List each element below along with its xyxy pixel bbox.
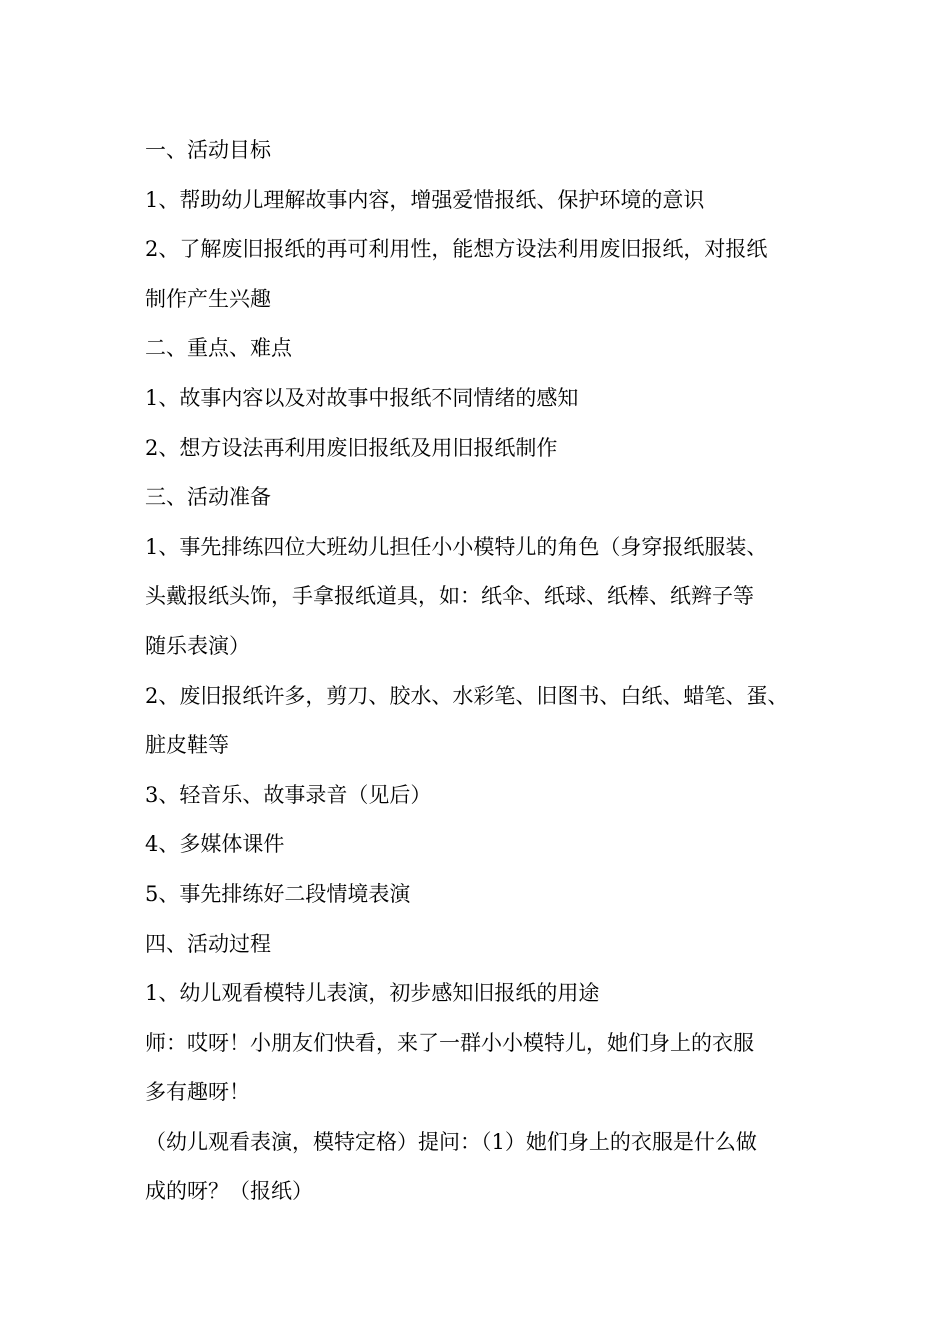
document-body bbox=[145, 126, 835, 1217]
paragraph-line: 5、事先排练好二段情境表演 bbox=[145, 881, 411, 906]
paragraph-line: 2、想方设法再利用废旧报纸及用旧报纸制作 bbox=[145, 435, 558, 460]
paragraph-line: 1、事先排练四位大班幼儿担任小小模特儿的角色（身穿报纸服装、 bbox=[145, 534, 768, 559]
paragraph-line: 师：哎呀！小朋友们快看，来了一群小小模特儿，她们身上的衣服 bbox=[145, 1030, 754, 1055]
paragraph-line: 4、多媒体课件 bbox=[145, 832, 285, 857]
paragraph-line: 1、幼儿观看模特儿表演，初步感知旧报纸的用途 bbox=[145, 981, 600, 1006]
paragraph-line: 2、了解废旧报纸的再可利用性，能想方设法利用废旧报纸，对报纸 bbox=[145, 237, 768, 262]
paragraph-line: 脏皮鞋等 bbox=[145, 733, 229, 758]
paragraph-line: 制作产生兴趣 bbox=[145, 286, 271, 311]
paragraph-line: 头戴报纸头饰，手拿报纸道具，如：纸伞、纸球、纸棒、纸辫子等 bbox=[145, 584, 754, 609]
section-heading-process: 四、活动过程 bbox=[145, 931, 271, 956]
paragraph-line: （幼儿观看表演，模特定格）提问：（1）她们身上的衣服是什么做 bbox=[145, 1129, 757, 1154]
paragraph-line: 1、故事内容以及对故事中报纸不同情绪的感知 bbox=[145, 385, 579, 410]
section-heading-goals: 一、活动目标 bbox=[145, 138, 271, 162]
section-heading-key-points: 二、重点、难点 bbox=[145, 336, 292, 361]
paragraph-line: 1、帮助幼儿理解故事内容，增强爱惜报纸、保护环境的意识 bbox=[145, 187, 705, 212]
paragraph-line: 2、废旧报纸许多，剪刀、胶水、水彩笔、旧图书、白纸、蜡笔、蛋、 bbox=[145, 683, 789, 708]
paragraph-line: 成的呀？（报纸） bbox=[145, 1179, 313, 1204]
paragraph-line: 多有趣呀！ bbox=[145, 1080, 250, 1105]
section-heading-preparation: 三、活动准备 bbox=[145, 485, 271, 510]
paragraph-line: 3、轻音乐、故事录音（见后） bbox=[145, 782, 432, 807]
paragraph-line: 随乐表演） bbox=[145, 633, 250, 658]
